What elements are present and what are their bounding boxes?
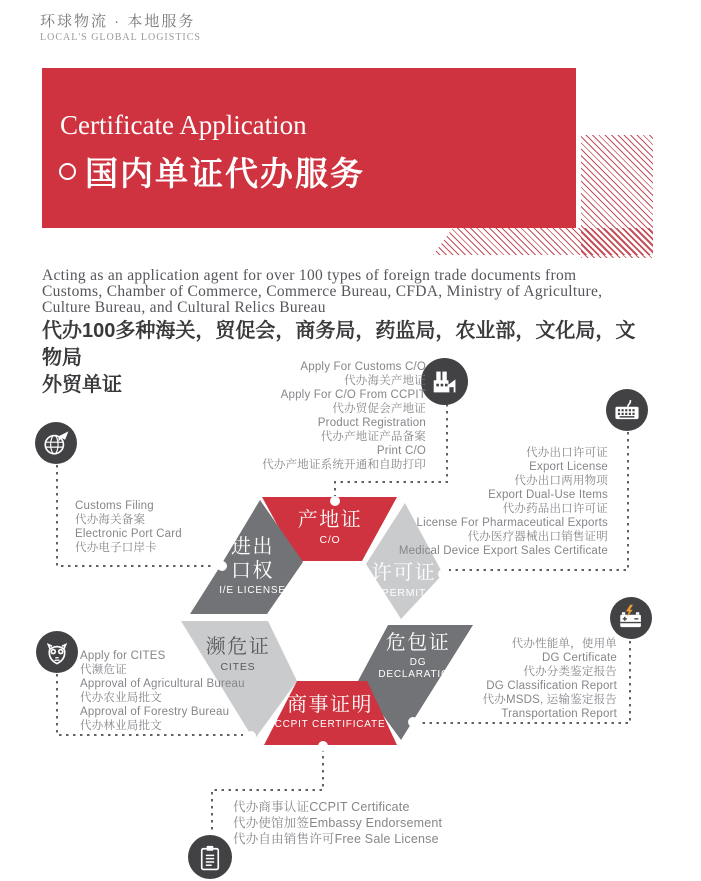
segment-ie-en: I/E LICENSE [219,585,286,596]
logo-en-text: LOCAL'S GLOBAL LOGISTICS [40,32,201,43]
list-item: Approval of Agricultural Bureau [80,678,245,690]
keyboard-icon [606,389,648,431]
clipboard-icon [188,835,232,879]
list-item: 代办MSDS, 运输鉴定报告 [482,694,617,706]
list-item: 代办药品出口许可证 [502,503,608,515]
ie-service-list [75,499,235,555]
intro-en-line: Customs, Chamber of Commerce, Commerce Bureau, CFDA, Ministry of Agriculture, [42,283,603,300]
list-item: 代办医疗器械出口销售证明 [467,531,608,543]
intro-en-line: Acting as an application agent for over 100 types of foreign trade documents from [42,267,577,284]
segment-dg-en1: DG [409,657,427,668]
intro-zh-line: 代办100多种海关，贸促会，商务局，药监局，农业部，文化局，文物局 [42,320,636,369]
segment-dg-zh: 危包证 [385,632,451,654]
list-item: Apply For C/O From CCPIT [280,389,426,401]
list-item: 代办林业局批文 [80,720,162,732]
list-item: 代办性能单，使用单 [511,638,617,650]
list-item: 代办出口两用物项 [514,475,608,487]
globe-plane-icon [35,422,77,464]
list-item: DG Certificate [541,652,617,664]
segment-co-en: C/O [319,534,341,546]
list-item: 代办自由销售许可Free Sale License [233,832,439,846]
list-item: Print C/O [376,445,426,457]
list-item: 代濒危证 [80,664,127,676]
segment-co-zh: 产地证 [297,509,363,531]
list-item: Medical Device Export Sales Certificate [398,545,608,557]
segment-cites-zh: 濒危证 [205,636,271,658]
list-item: 代办电子口岸卡 [75,542,157,554]
segment-ccpit-zh: 商事证明 [287,694,373,716]
cites-service-list [80,649,250,733]
banner-title-zh: 国内单证代办服务 [85,155,365,192]
vertex-dot-bottom [318,741,328,751]
list-item: 代办分类鉴定报告 [523,666,617,678]
list-item: Electronic Port Card [75,528,182,540]
list-item: 代办商事认证CCPIT Certificate [233,800,410,814]
segment-cites-en: CITES [220,661,256,673]
list-item: 代办海关产地证 [344,375,426,387]
list-item: 代办使馆加签Embassy Endorsement [233,816,443,830]
list-item: 代办产地证产品备案 [320,431,426,443]
logo-zh-text: 环球物流 · 本地服务 [40,13,196,30]
permit-service-list [328,446,608,558]
battery-icon [610,597,652,639]
segment-dg-en2: DECLARATION [378,669,458,680]
list-item: Apply For Customs C/O [300,361,426,373]
list-item: License For Pharmaceutical Exports [416,517,608,529]
segment-ccpit-en: CCPIT CERTIFICATE [274,719,386,730]
owl-icon [36,631,78,673]
segment-ie-zh2: 口权 [231,560,274,582]
segment-permit-label [362,561,446,599]
list-item: Approval of Forestry Bureau [80,706,230,718]
list-item: 代办产地证系统开通和自助打印 [262,459,426,471]
list-item: Product Registration [317,417,426,429]
ccpit-service-list [233,799,473,847]
list-item: Export License [529,461,608,473]
segment-ie-zh1: 进出 [231,536,274,558]
list-item: Transportation Report [501,708,617,720]
segment-permit-en: PERMIT [381,587,427,599]
list-item: DG Classification Report [486,680,617,692]
list-item: Export Dual-Use Items [488,489,608,501]
banner-title-en: Certificate Application [60,110,307,140]
list-item: Apply for CITES [80,650,166,662]
segment-ccpit-label [262,693,398,731]
intro-zh-line: 外贸单证 [42,374,122,396]
list-item: 代办贸促会产地证 [332,403,426,415]
segment-permit-zh: 许可证 [371,562,437,584]
list-item: 代办出口许可证 [526,447,608,459]
list-item: 代办农业局批文 [80,692,162,704]
intro-en-line: Culture Bureau, and Cultural Relics Bureau [42,299,326,316]
factory-icon [421,358,468,405]
list-item: 代办海关备案 [75,514,146,526]
list-item: Customs Filing [75,500,154,512]
dg-service-list [417,637,617,721]
